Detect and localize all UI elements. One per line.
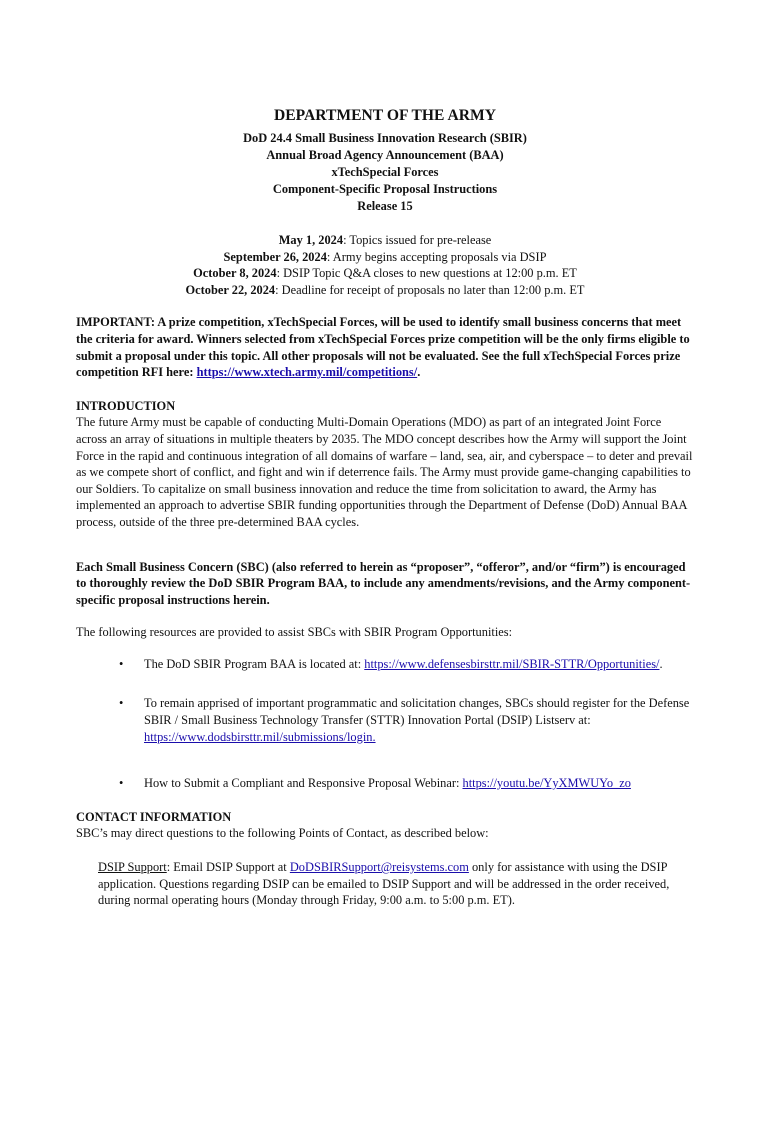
date-label: October 22, 2024 <box>185 282 276 297</box>
dsip-support-label: DSIP Support <box>98 860 167 875</box>
list-item-text: To remain apprised of important programmatic and solicitation changes, SBCs should register for the Defense SBIR / Small Business Technology Transfer (STTR) Innovation Portal (DSIP) Listserv at: <box>144 696 690 728</box>
list-item <box>76 656 694 673</box>
list-item-tail: . <box>659 656 663 671</box>
date-text: : Topics issued for pre-release <box>343 233 492 247</box>
dsip-support-post: only for assistance with using the DSIP application. Questions regarding DSIP can be emailed to DSIP Support and will be addressed in the order received, during normal operating hours (Monday through Friday, 9:00 a.m. to 5:00 p.m. ET). <box>98 860 670 908</box>
subtitle-line-1: DoD 24.4 Small Business Innovation Research (SBIR) <box>243 131 527 145</box>
document-page <box>0 106 770 1130</box>
date-text: : DSIP Topic Q&A closes to new questions at 12:00 p.m. ET <box>276 266 577 281</box>
date-label: September 26, 2024 <box>223 249 327 264</box>
subtitle-line-2: Annual Broad Agency Announcement (BAA) <box>266 148 504 162</box>
date-row <box>76 249 694 266</box>
xtech-competitions-link[interactable]: https://www.xtech.army.mil/competitions/ <box>196 365 418 380</box>
subtitle-line-4: Component-Specific Proposal Instructions <box>272 182 498 196</box>
dsip-support-pre: : Email DSIP Support at <box>166 860 290 875</box>
bullet-icon: • <box>119 656 124 671</box>
sbir-baa-link[interactable]: https://www.defensesbirsttr.mil/SBIR-STTR/Opportunities/ <box>364 656 660 671</box>
list-item-text: The DoD SBIR Program BAA is located at: <box>144 656 365 671</box>
page-title: DEPARTMENT OF THE ARMY <box>274 107 496 124</box>
document-subtitle <box>76 130 694 215</box>
date-label: May 1, 2024 <box>278 233 344 247</box>
subtitle-line-3: xTechSpecial Forces <box>331 165 439 179</box>
date-row <box>76 282 694 299</box>
list-item-text: How to Submit a Compliant and Responsive Proposal Webinar: <box>144 776 463 791</box>
resources-list <box>76 656 694 792</box>
webinar-link[interactable]: https://youtu.be/YyXMWUYo_zo <box>462 776 631 791</box>
dsip-support-paragraph <box>76 859 694 909</box>
introduction-heading: INTRODUCTION <box>76 398 176 413</box>
important-text: IMPORTANT: A prize competition, xTechSpecial Forces, will be used to identify small business concerns that meet the criteria for award. Winners selected from xTechSpecial Forces prize competition will be the only firms eligible to submit a proposal under this topic. All other proposals will not be evaluated. See the full xTechSpecial Forces prize competition RFI here: <box>76 315 690 380</box>
date-row <box>76 265 694 282</box>
resources-intro: The following resources are provided to assist SBCs with SBIR Program Opportunities: <box>76 625 513 640</box>
dsip-login-link[interactable]: https://www.dodsbirsttr.mil/submissions/login. <box>144 729 376 744</box>
introduction-body: The future Army must be capable of conducting Multi-Domain Operations (MDO) as part of an integrated Joint Force across an array of situations in multiple theaters by 2035. The MDO concept describes how the Army will support the Joint Force in the rapid and continuous integration of all domains of warfare – land, sea, air, and cyberspace – to deter and prevail as we compete short of conflict, and fight and win if deterrence fails. The Army must provide game-changing capabilities to our Soldiers. To capitalize on small business innovation and reduce the time from solicitation to award, the Army has implemented an approach to advertise SBIR funding opportunities through the Department of Defense (DoD) Annual BAA process, outside of the three pre-determined BAA cycles. <box>76 415 693 529</box>
date-row <box>76 232 694 249</box>
date-text: : Army begins accepting proposals via DSIP <box>326 249 547 264</box>
bullet-icon: • <box>119 696 124 711</box>
date-text: : Deadline for receipt of proposals no later than 12:00 p.m. ET <box>275 282 585 297</box>
important-notice <box>76 314 694 380</box>
sbc-notice: Each Small Business Concern (SBC) (also referred to herein as “proposer”, “offeror”, and/or “firm”) is encouraged to thoroughly review the DoD SBIR Program BAA, to include any amendments/revisions, and the Army component-specific proposal instructions herein. <box>76 559 691 607</box>
schedule-dates <box>76 232 694 298</box>
contact-body: SBC’s may direct questions to the following Points of Contact, as described below: <box>76 826 489 841</box>
list-item <box>76 695 694 745</box>
date-label: October 8, 2024 <box>193 266 277 281</box>
dsip-support-email-link[interactable]: DoDSBIRSupport@reisystems.com <box>289 860 469 875</box>
bullet-icon: • <box>119 776 124 791</box>
subtitle-line-5: Release 15 <box>357 199 413 213</box>
important-tail: . <box>417 365 421 380</box>
list-item <box>76 775 694 792</box>
contact-heading: CONTACT INFORMATION <box>76 809 232 824</box>
